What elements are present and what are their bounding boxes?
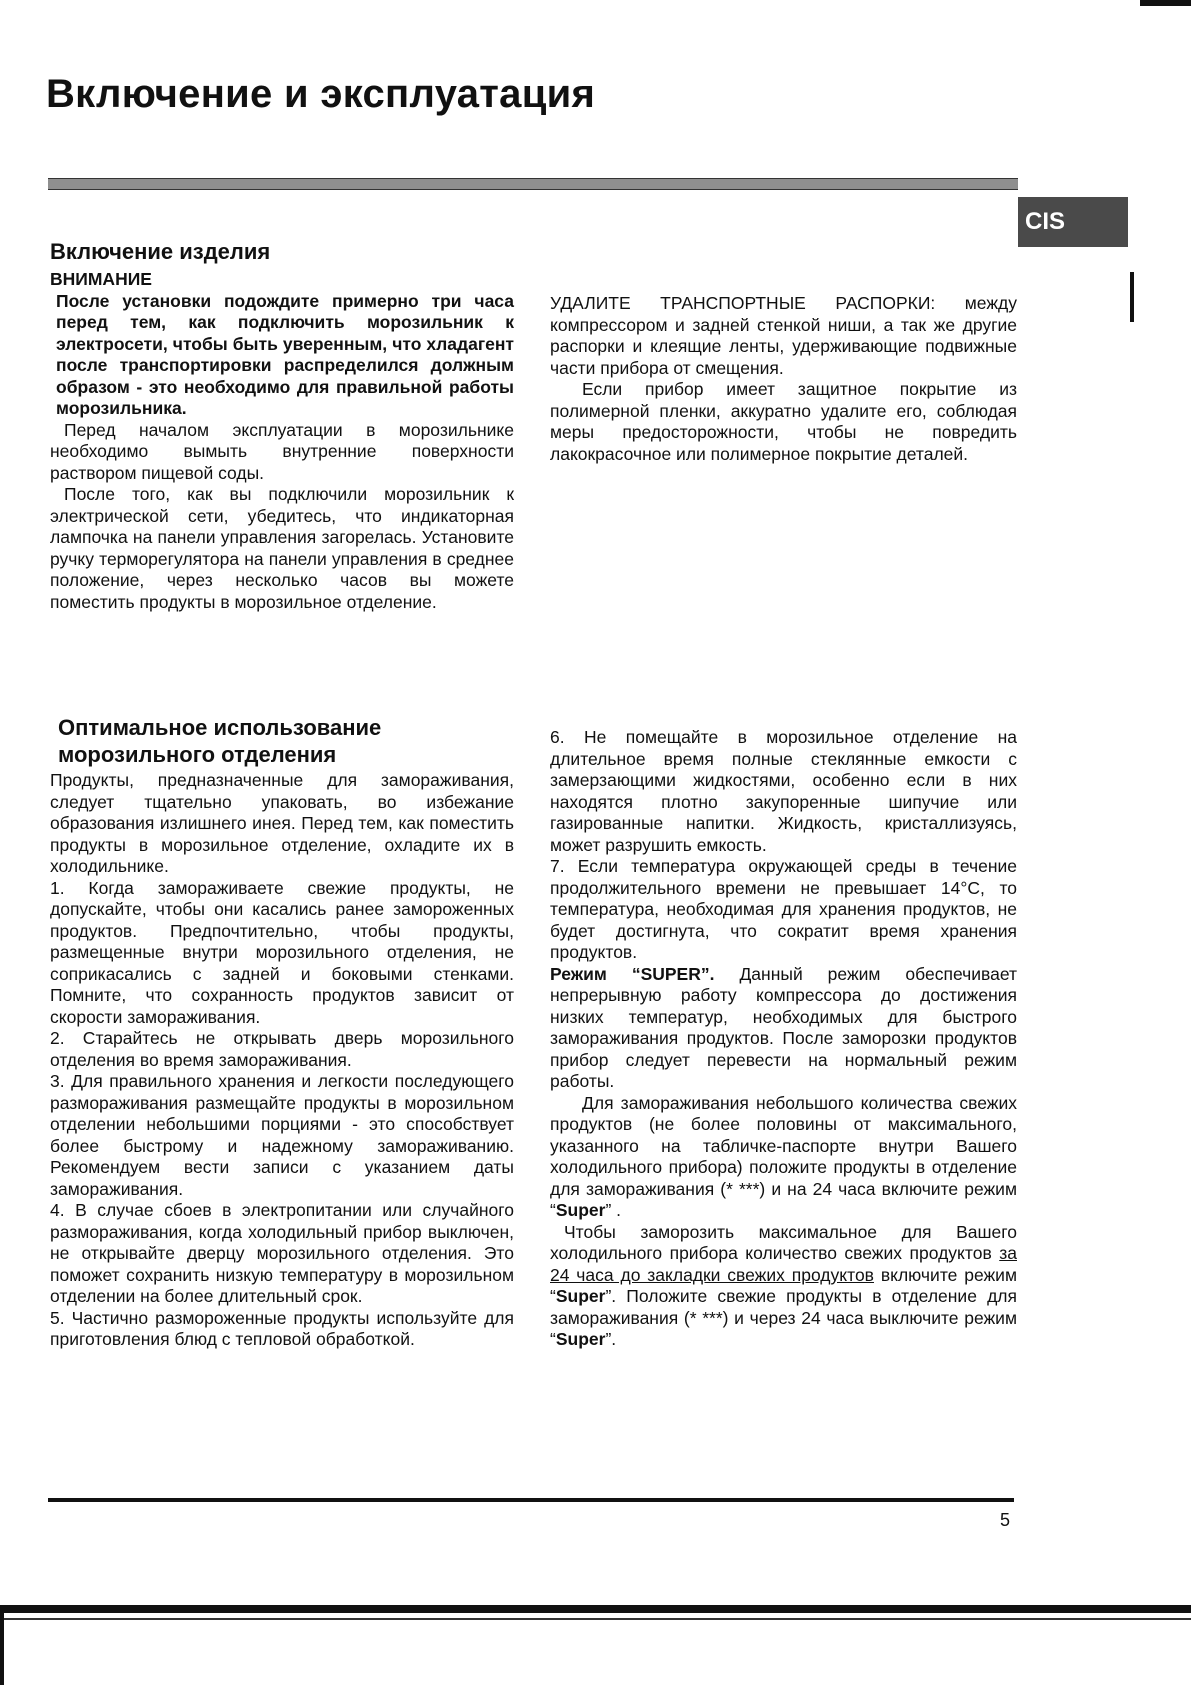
list-item: 7. Если температура окружающей среды в течение продолжительного времени не превышает 14°С, то температура, необходимая для хранения продуктов, не будет достигнута, что сократит время хранения продуктов. xyxy=(550,856,1017,962)
section1-left-column xyxy=(50,238,514,613)
super-mode-paragraph xyxy=(550,964,1017,1093)
scan-edge xyxy=(0,1618,1191,1620)
section2-heading-line1: Оптимальное использование xyxy=(58,715,382,740)
section2-heading xyxy=(50,714,514,768)
section2-left-column xyxy=(50,714,514,1351)
super-mode-text: Данный режим обеспечивает непрерывную работу компрессора до достижения низких температур, необходимых для быстрого замораживания продуктов. После заморозки продуктов прибор следует перевести на нормальный режим работы. xyxy=(550,963,1017,1091)
title-rule xyxy=(48,178,1018,190)
section2-right-column xyxy=(550,727,1017,1351)
underlined-text: за 24 часа до закладки свежих продуктов xyxy=(550,1243,1017,1285)
scan-corner-mark xyxy=(1140,0,1191,6)
warning-text: После установки подождите примерно три часа перед тем, как подключить морозильник к электросети, чтобы быть уверенным, что хладагент после транспортировки распределился должным образом - это необходимо для правильной работы морозильника. xyxy=(56,290,514,418)
section1-heading: Включение изделия xyxy=(50,239,271,264)
text: Для замораживания небольшого количества свежих продуктов (не более половины от максимального, указанного на табличке-паспорте внутри Вашего холодильного прибора) положите продукты в отделение для замораживания (* ***) и на 24 часа включите режим “ xyxy=(550,1092,1017,1220)
list-item: 3. Для правильного хранения и легкости последующего размораживания размещайте продукты в морозильном отделении небольшими порциями - это способствует более быстрому и надежному замораживанию. Рекомендуем вести записи с указанием даты замораживания. xyxy=(50,1071,514,1199)
super-word: Super xyxy=(555,1286,606,1306)
text: ” . xyxy=(605,1200,621,1220)
list-item: 2. Старайтесь не открывать дверь морозильного отделения во время замораживания. xyxy=(50,1028,514,1070)
super-word: Super xyxy=(555,1329,606,1349)
list-item: 5. Частично размороженные продукты используйте для приготовления блюд с тепловой обработкой. xyxy=(50,1307,514,1349)
text: ”. Положите свежие продукты в отделение для замораживания (* ***) и через 24 часа выключите режим “ xyxy=(550,1286,1017,1349)
super-mode-label: Режим “SUPER”. xyxy=(550,963,715,984)
paragraph: Перед началом эксплуатации в морозильнике необходимо вымыть внутренние поверхности раствором пищевой соды. xyxy=(50,419,514,483)
list-item: 1. Когда замораживаете свежие продукты, не допускайте, чтобы они касались ранее замороженных продуктов. Предпочтительно, чтобы продукты, размещенные внутри морозильного отделения, не соприкасались с задней и боковыми стенками. Помните, что сохранность продуктов зависит от скорости замораживания. xyxy=(50,877,514,1027)
text: включите режим “ xyxy=(550,1264,1017,1306)
text: ”. xyxy=(605,1329,617,1349)
paragraph: Если прибор имеет защитное покрытие из полимерной пленки, аккуратно удалите его, соблюдая меры предосторожности, чтобы не повредить лакокрасочное или полимерное покрытие деталей. xyxy=(550,379,1017,464)
list-item: 6. Не помещайте в морозильное отделение на длительное время полные стеклянные емкости с замерзающими жидкостями, особенно если в них находятся плотно закупоренные шипучие или газированные напитки. Жидкость, кристаллизуясь, может разрушить емкость. xyxy=(550,727,1017,855)
text: Чтобы заморозить максимальное для Вашего холодильного прибора количество свежих продуктов xyxy=(550,1221,1017,1263)
warning-label: ВНИМАНИЕ xyxy=(50,269,152,289)
section2-heading-line2: морозильного отделения xyxy=(58,742,337,767)
paragraph: После того, как вы подключили морозильник к электрической сети, убедитесь, что индикаторная лампочка на панели управления загорелась. Установите ручку терморегулятора на панели управления в среднее положение, через несколько часов вы можете поместить продукты в морозильное отделение. xyxy=(50,484,514,612)
page-title: Включение и эксплуатация xyxy=(46,72,596,116)
scan-edge xyxy=(0,1605,4,1685)
small-quantity-paragraph xyxy=(550,1093,1017,1222)
footer-rule xyxy=(48,1498,1014,1502)
paragraph: УДАЛИТЕ ТРАНСПОРТНЫЕ РАСПОРКИ: между компрессором и задней стенкой ниши, а так же другие распорки и клеящие ленты, удерживающие подвижные части прибора от смещения. xyxy=(550,293,1017,378)
scan-edge xyxy=(0,1605,1191,1613)
super-word: Super xyxy=(555,1200,606,1220)
edge-mark xyxy=(1130,272,1134,322)
language-tab: CIS xyxy=(1018,197,1128,247)
max-quantity-paragraph xyxy=(550,1222,1017,1351)
paragraph: Продукты, предназначенные для замораживания, следует тщательно упаковать, во избежание образования излишнего инея. Перед тем, как поместить продукты в морозильное отделение, охладите их в холодильнике. xyxy=(50,770,514,876)
page-number: 5 xyxy=(1000,1510,1011,1530)
list-item: 4. В случае сбоев в электропитании или случайного размораживания, когда холодильный прибор выключен, не открывайте дверцу морозильного отделения. Это поможет сохранить низкую температуру в морозильном отделении на более длительный срок. xyxy=(50,1200,514,1306)
section1-right-column xyxy=(550,293,1017,465)
